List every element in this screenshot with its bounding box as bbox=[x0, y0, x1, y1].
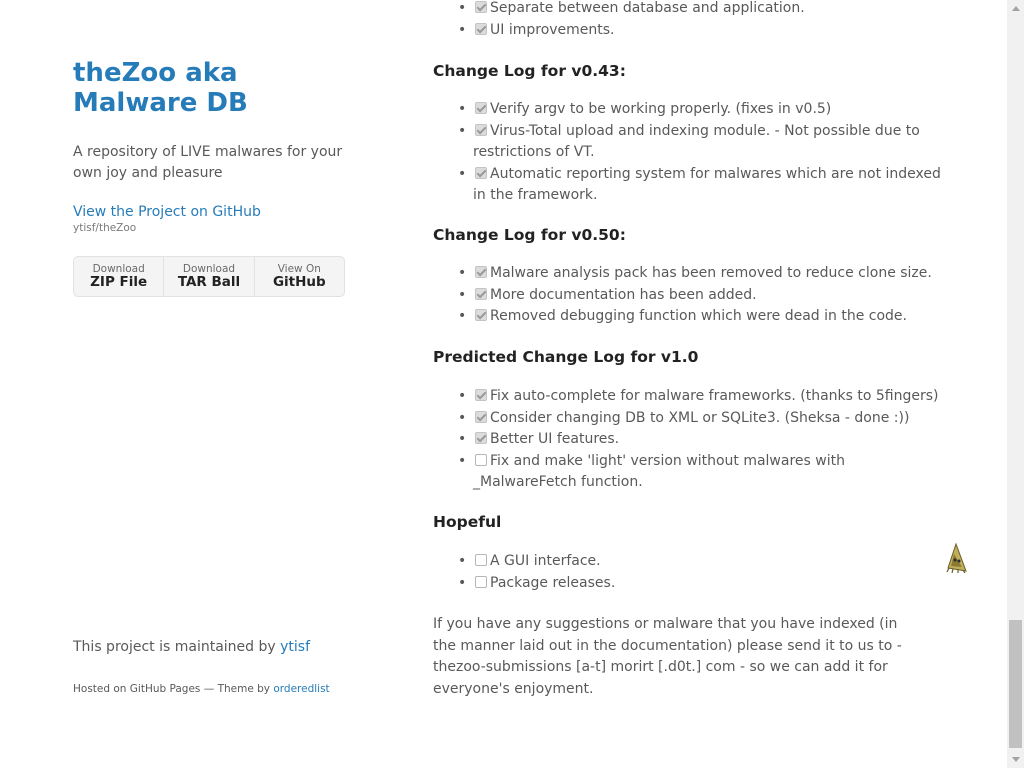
list-item: • Removed debugging function which were dead in the code. bbox=[473, 306, 943, 328]
top-list bbox=[433, 0, 943, 41]
view-github-small-label: View On bbox=[277, 263, 321, 275]
checkbox-checked-icon bbox=[475, 411, 487, 423]
hosted-note bbox=[73, 681, 330, 697]
checkbox-checked-icon bbox=[475, 389, 487, 401]
list-item: • UI improvements. bbox=[473, 20, 943, 42]
changelog-list bbox=[433, 263, 943, 328]
list-item: • Virus-Total upload and indexing module. - Not possible due to restrictions of VT. bbox=[473, 121, 943, 164]
hosted-prefix: Hosted on GitHub Pages — Theme by bbox=[73, 683, 271, 695]
list-item: • A GUI interface. bbox=[473, 551, 943, 573]
maintainer-link[interactable]: ytisf bbox=[280, 639, 311, 655]
checkbox-unchecked-icon bbox=[475, 454, 487, 466]
closing-paragraph: If you have any suggestions or malware that you have indexed (in the manner laid out in the documentation) please send it to us to - thezoo-submissions [a-t] morirt [.d0t.] com - so we can add it for everyone's enjoyment. bbox=[433, 616, 902, 697]
site-title-line2: Malware DB bbox=[73, 88, 248, 118]
download-zip-button[interactable] bbox=[74, 257, 164, 296]
maintainer-note bbox=[73, 637, 310, 657]
scroll-up-button[interactable] bbox=[1007, 0, 1024, 17]
download-tar-big-label: TAR Ball bbox=[177, 274, 241, 290]
list-item: • Fix auto-complete for malware frameworks. (thanks to 5fingers) bbox=[473, 386, 943, 408]
checkbox-checked-icon bbox=[475, 309, 487, 321]
view-github-big-label: GitHub bbox=[272, 274, 326, 290]
checkbox-checked-icon bbox=[475, 1, 487, 13]
download-buttons bbox=[73, 256, 345, 297]
octocat-mascot-icon bbox=[944, 542, 970, 574]
checkbox-checked-icon bbox=[475, 102, 487, 114]
download-tar-button[interactable] bbox=[164, 257, 254, 296]
site-title-line1: theZoo aka bbox=[73, 58, 238, 88]
view-project-github-link[interactable]: View the Project on GitHub bbox=[73, 204, 261, 220]
section-heading: Hopeful bbox=[433, 513, 502, 531]
view-on-github-button[interactable] bbox=[255, 257, 344, 296]
checkbox-checked-icon bbox=[475, 23, 487, 35]
checkbox-checked-icon bbox=[475, 288, 487, 300]
site-tagline: A repository of LIVE malwares for your own joy and pleasure bbox=[73, 144, 343, 181]
hopeful-list bbox=[433, 551, 943, 594]
scrollbar-thumb[interactable] bbox=[1009, 620, 1022, 748]
theme-author-link[interactable]: orderedlist bbox=[273, 683, 330, 695]
scroll-down-button[interactable] bbox=[1007, 751, 1024, 768]
site-header bbox=[73, 58, 363, 235]
page-scrollbar[interactable] bbox=[1007, 0, 1024, 768]
download-zip-small-label: Download bbox=[92, 263, 145, 275]
list-item: • Package releases. bbox=[473, 573, 943, 595]
checkbox-checked-icon bbox=[475, 167, 487, 179]
list-item: • Consider changing DB to XML or SQLite3. (Sheksa - done :)) bbox=[473, 408, 943, 430]
changelog-list bbox=[433, 99, 943, 207]
section-heading: Change Log for v0.43: bbox=[433, 62, 626, 80]
section-heading: Change Log for v0.50: bbox=[433, 226, 626, 244]
list-item: • Verify argv to be working properly. (fixes in v0.5) bbox=[473, 99, 943, 121]
changelog-list bbox=[433, 386, 943, 494]
list-item: • Malware analysis pack has been removed to reduce clone size. bbox=[473, 263, 943, 285]
checkbox-checked-icon bbox=[475, 266, 487, 278]
checkbox-checked-icon bbox=[475, 432, 487, 444]
download-tar-small-label: Download bbox=[182, 263, 236, 275]
list-item: • Separate between database and application. bbox=[473, 0, 943, 20]
maintained-prefix: This project is maintained by bbox=[73, 639, 276, 655]
checkbox-unchecked-icon bbox=[475, 576, 487, 588]
list-item: • Better UI features. bbox=[473, 429, 943, 451]
checkbox-checked-icon bbox=[475, 124, 487, 136]
section-heading: Predicted Change Log for v1.0 bbox=[433, 348, 699, 366]
download-zip-big-label: ZIP File bbox=[90, 274, 148, 290]
list-item: • Fix and make 'light' version without malwares with _MalwareFetch function. bbox=[473, 451, 943, 494]
site-title bbox=[73, 58, 363, 118]
list-item: • More documentation has been added. bbox=[473, 285, 943, 307]
repo-path-label: ytisf/theZoo bbox=[73, 222, 137, 234]
list-item: • Automatic reporting system for malwares which are not indexed in the framework. bbox=[473, 164, 943, 207]
checkbox-unchecked-icon bbox=[475, 554, 487, 566]
